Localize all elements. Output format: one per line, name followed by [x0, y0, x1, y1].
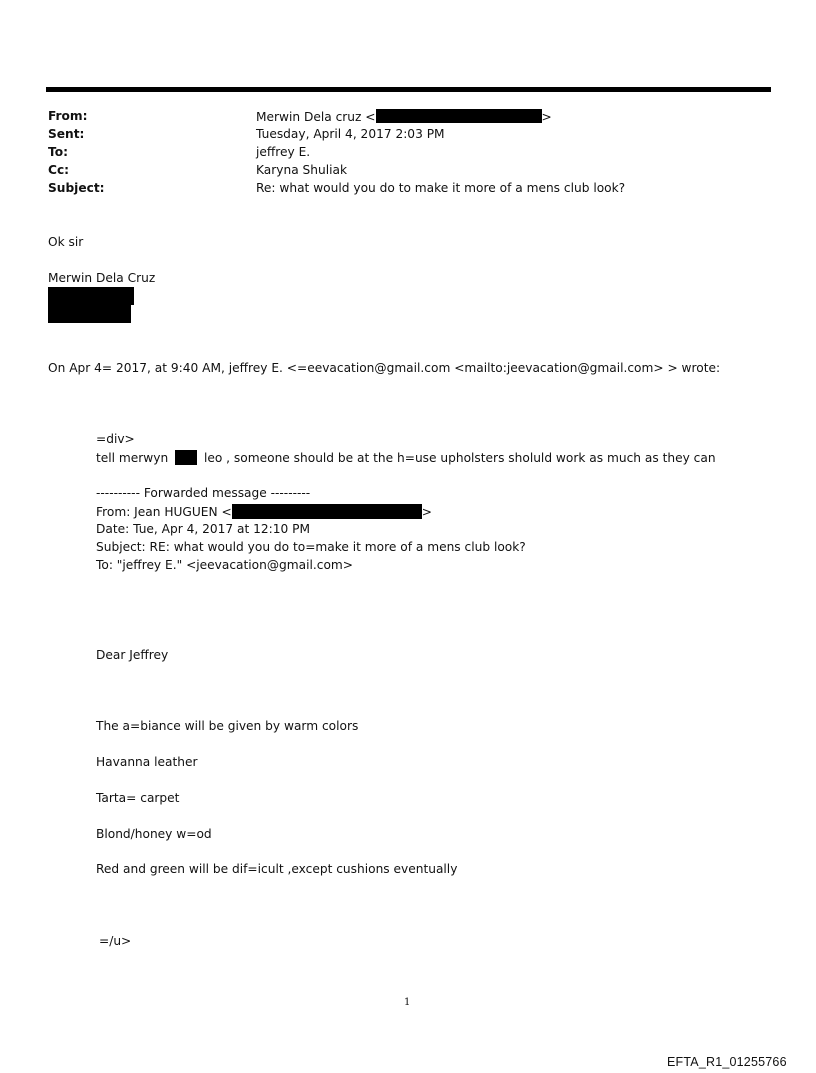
forwarded-marker: ---------- Forwarded message --------- — [96, 486, 311, 500]
header-rule — [46, 87, 771, 92]
signature-name: Merwin Dela Cruz — [48, 271, 156, 285]
body-line-4: Blond/honey w=od — [96, 827, 212, 841]
body-line-5: Red and green will be dif=icult ,except cushions eventually — [96, 862, 458, 876]
cc-label: Cc: — [48, 163, 70, 177]
from-value-close: > — [541, 110, 552, 124]
body-line-2: Havanna leather — [96, 755, 198, 769]
cc-value: Karyna Shuliak — [256, 163, 348, 177]
redaction-box — [48, 305, 131, 323]
redaction-box — [48, 287, 134, 305]
body-line-1: The a=biance will be given by warm colors — [96, 719, 359, 733]
instruction-line — [96, 450, 716, 465]
fwd-subject: Subject: RE: what would you do to=make it more of a mens club look? — [96, 540, 526, 554]
subject-value: Re: what would you do to make it more of a mens club look? — [256, 181, 626, 195]
reply-text: Ok sir — [48, 235, 84, 249]
from-label: From: — [48, 109, 88, 123]
fwd-to: To: "jeffrey E." <jeevacation@gmail.com> — [96, 558, 354, 572]
instruction-part1: tell merwyn — [96, 451, 169, 465]
sent-label: Sent: — [48, 127, 85, 141]
redaction-box — [175, 450, 197, 465]
instruction-part2: leo , someone should be at the h=use upholsters sholuld work as much as they can — [203, 451, 716, 465]
subject-label: Subject: — [48, 181, 105, 195]
body-line-3: Tarta= carpet — [96, 791, 180, 805]
fwd-date: Date: Tue, Apr 4, 2017 at 12:10 PM — [96, 522, 311, 536]
closing-tag-text: =/u> — [99, 934, 132, 948]
sent-value: Tuesday, April 4, 2017 2:03 PM — [256, 127, 445, 141]
document-id: EFTA_R1_01255766 — [667, 1055, 787, 1069]
greeting: Dear Jeffrey — [96, 648, 169, 662]
from-value-name: Merwin Dela cruz < — [256, 110, 376, 124]
to-value: jeffrey E. — [256, 145, 311, 159]
redaction-box — [232, 504, 422, 519]
fwd-from — [96, 504, 432, 519]
to-label: To: — [48, 145, 68, 159]
quote-header: On Apr 4= 2017, at 9:40 AM, jeffrey E. <=eevacation@gmail.com <mailto:jeevacation@gmail.com> > wrote: — [48, 361, 721, 375]
page-number: 1 — [404, 997, 411, 1008]
fwd-from-name: From: Jean HUGUEN < — [96, 505, 232, 519]
from-value — [256, 109, 552, 124]
redaction-box — [376, 109, 542, 123]
fwd-from-close: > — [421, 505, 432, 519]
div-tag-text: =div> — [96, 432, 135, 446]
